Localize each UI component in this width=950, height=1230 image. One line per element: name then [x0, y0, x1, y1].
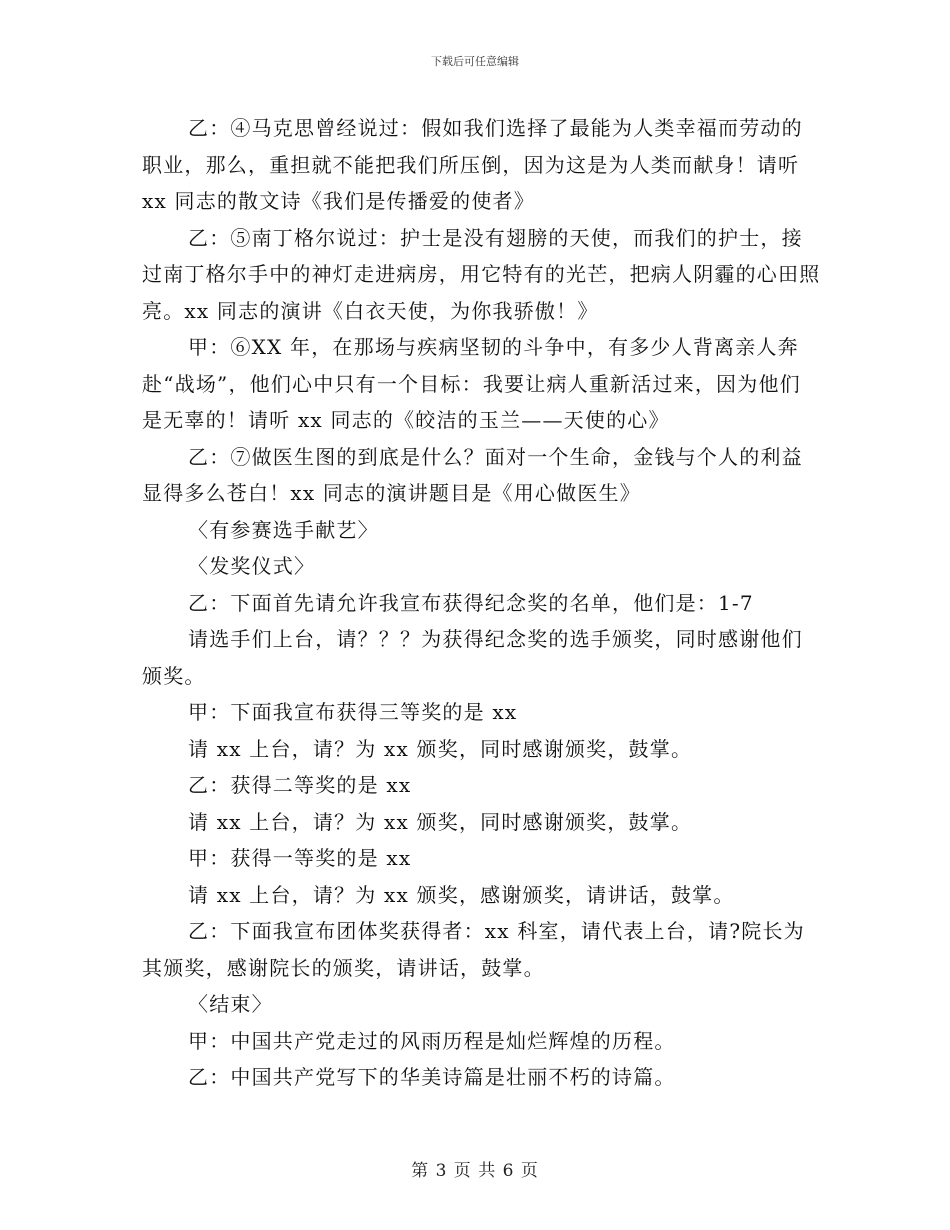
- paragraph-14: 请 xx 上台，请？为 xx 颁奖，感谢颁奖，请讲话，鼓掌。: [188, 882, 735, 907]
- paragraph-18: 乙：中国共产党写下的华美诗篇是壮丽不朽的诗篇。: [188, 1065, 676, 1089]
- paragraph-2: 乙：⑤南丁格尔说过：护士是没有翅膀的天使，而我们的护士，接过南丁格尔手中的神灯走进病房，用它特有的光芒，把病人阴霾的心田照亮。xx 同志的演讲《白衣天使，为你我骄傲！》: [142, 225, 821, 323]
- paragraph-8: 请选手们上台，请？？？为获得纪念奖的选手颁奖，同时感谢他们颁奖。: [142, 627, 803, 688]
- paragraph-1: 乙：④马克思曾经说过：假如我们选择了最能为人类幸福而劳动的职业，那么，重担就不能把我们所压倒，因为这是为人类而献身！请听 xx 同志的散文诗《我们是传播爱的使者》: [142, 116, 803, 213]
- paragraph-10: 请 xx 上台，请？为 xx 颁奖，同时感谢颁奖，鼓掌。: [188, 736, 693, 761]
- page-header: 下载后可任意编辑: [431, 55, 519, 68]
- paragraph-16: 〈结束〉: [188, 992, 273, 1016]
- paragraph-3: 甲：⑥XX 年，在那场与疾病坚韧的斗争中，有多少人背离亲人奔赴“战场”，他们心中只有一个目标：我要让病人重新活过来，因为他们是无辜的！请听 xx 同志的《皎洁的玉兰——天使的心》: [142, 335, 801, 432]
- page-footer: 第 3 页 共 6 页: [411, 1161, 539, 1181]
- paragraph-5: 〈有参赛选手献艺〉: [188, 517, 379, 542]
- paragraph-17: 甲：中国共产党走过的风雨历程是灿烂辉煌的历程。: [188, 1028, 676, 1053]
- paragraph-7: 乙：下面首先请允许我宣布获得纪念奖的名单，他们是：1-7: [188, 590, 754, 615]
- paragraph-4: 乙：⑦做医生图的到底是什么？面对一个生命，金钱与个人的利益显得多么苍白！xx 同志的演讲题目是《用心做医生》: [142, 444, 803, 505]
- paragraph-6: 〈发奖仪式〉: [188, 554, 316, 578]
- paragraph-13: 甲：获得一等奖的是 xx: [188, 846, 412, 870]
- paragraph-12: 请 xx 上台，请？为 xx 颁奖，同时感谢颁奖，鼓掌。: [188, 809, 693, 834]
- paragraph-9: 甲：下面我宣布获得三等奖的是 xx: [188, 700, 518, 724]
- paragraph-11: 乙：获得二等奖的是 xx: [188, 773, 412, 797]
- document-body: [142, 110, 822, 1096]
- paragraph-15: 乙：下面我宣布团体奖获得者：xx 科室，请代表上台，请?院长为其颁奖，感谢院长的颁奖，请讲话，鼓掌。: [142, 919, 805, 980]
